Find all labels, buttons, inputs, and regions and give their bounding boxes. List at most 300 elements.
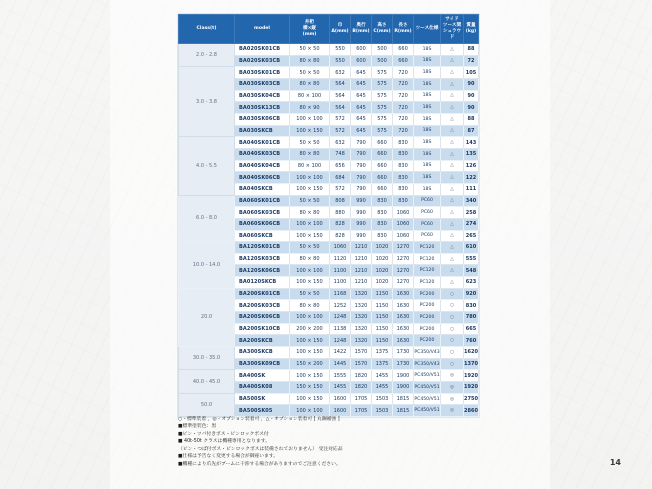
- height-cell-c: 575: [372, 113, 393, 125]
- weight-cell: 2750: [464, 393, 479, 405]
- tooth-cell: 18S: [414, 113, 441, 125]
- tooth-cell: 18S: [414, 160, 441, 172]
- depth-cell-b: 645: [351, 125, 372, 137]
- depth-cell-b: 600: [351, 55, 372, 67]
- tooth-cell: PC450/V51: [414, 405, 441, 417]
- height-cell-c: 1375: [372, 358, 393, 370]
- model-cell: BA040SKCB: [235, 183, 290, 195]
- length-cell-r: 720: [393, 90, 414, 102]
- tooth-cell: PC120: [414, 242, 441, 254]
- shroud-cell: ◎: [441, 393, 464, 405]
- weight-cell: 90: [464, 102, 479, 114]
- grid-cell: 80 × 80: [290, 78, 330, 90]
- grid-cell: 80 × 80: [290, 253, 330, 265]
- depth-cell-b: 1320: [351, 312, 372, 324]
- height-cell-c: 830: [372, 218, 393, 230]
- width-cell-a: 684: [330, 172, 351, 184]
- table-row: [179, 242, 479, 254]
- height-cell-c: 1150: [372, 288, 393, 300]
- length-cell-r: 830: [393, 148, 414, 160]
- table-row: [179, 347, 479, 359]
- footnote: ■ピン・ツバ付きボス・ピンロックボス付: [178, 431, 269, 437]
- model-cell: BA500SK05: [235, 405, 290, 417]
- length-cell-r: 830: [393, 195, 414, 207]
- footnote: ■ 40t-50t クラスは機種専用となります。: [178, 439, 270, 445]
- tooth-cell: PC450/V51: [414, 393, 441, 405]
- width-cell-a: 632: [330, 137, 351, 149]
- model-cell: BA060SK01CB: [235, 195, 290, 207]
- shroud-cell: ○: [441, 300, 464, 312]
- height-cell-c: 830: [372, 230, 393, 242]
- weight-cell: 122: [464, 172, 479, 184]
- length-cell-r: 830: [393, 137, 414, 149]
- weight-cell: 143: [464, 137, 479, 149]
- height-cell-c: 830: [372, 195, 393, 207]
- grid-cell: 50 × 50: [290, 67, 330, 79]
- weight-cell: 135: [464, 148, 479, 160]
- grid-cell: 100 × 100: [290, 172, 330, 184]
- depth-cell-b: 990: [351, 230, 372, 242]
- weight-cell: 2860: [464, 405, 479, 417]
- height-cell-c: 575: [372, 102, 393, 114]
- weight-cell: 87: [464, 125, 479, 137]
- legend-note: ○ - 標準装着 ，◎ - オプション装着可 ，△ - オプション装着可 [ 丸鋼補強 ]: [178, 417, 340, 422]
- width-cell-a: 550: [330, 44, 351, 56]
- class-range-cell: 50.0: [179, 393, 235, 416]
- col-header-width-a: 巾 A(mm): [330, 15, 351, 44]
- col-header-class: Class(t): [179, 15, 235, 44]
- weight-cell: 548: [464, 265, 479, 277]
- height-cell-c: 1503: [372, 405, 393, 417]
- grid-cell: 80 × 80: [290, 300, 330, 312]
- depth-cell-b: 1320: [351, 300, 372, 312]
- length-cell-r: 720: [393, 113, 414, 125]
- weight-cell: 1920: [464, 370, 479, 382]
- tooth-cell: PC200: [414, 312, 441, 324]
- model-cell: BA040SK03CB: [235, 148, 290, 160]
- width-cell-a: 748: [330, 148, 351, 160]
- grid-cell: 100 × 150: [290, 183, 330, 195]
- depth-cell-b: 1320: [351, 323, 372, 335]
- length-cell-r: 1730: [393, 358, 414, 370]
- tooth-cell: PC350/V43: [414, 347, 441, 359]
- tooth-cell: PC120: [414, 253, 441, 265]
- grid-cell: 100 × 100: [290, 265, 330, 277]
- height-cell-c: 1503: [372, 393, 393, 405]
- grid-cell: 50 × 50: [290, 242, 330, 254]
- shroud-cell: △: [441, 67, 464, 79]
- model-cell: BA120SK03CB: [235, 253, 290, 265]
- weight-cell: 126: [464, 160, 479, 172]
- shroud-cell: ◎: [441, 382, 464, 394]
- table-row: [179, 195, 479, 207]
- shroud-cell: △: [441, 242, 464, 254]
- col-header-depth-b: 奥行 B(mm): [351, 15, 372, 44]
- shroud-cell: ○: [441, 288, 464, 300]
- height-cell-c: 1375: [372, 347, 393, 359]
- col-header-height-c: 高さ C(mm): [372, 15, 393, 44]
- width-cell-a: 1600: [330, 405, 351, 417]
- table-header: [179, 15, 479, 44]
- length-cell-r: 1270: [393, 265, 414, 277]
- shroud-cell: △: [441, 113, 464, 125]
- spec-table: [178, 14, 479, 417]
- page-number: 14: [609, 458, 621, 467]
- shroud-cell: ○: [441, 358, 464, 370]
- shroud-cell: △: [441, 230, 464, 242]
- height-cell-c: 575: [372, 78, 393, 90]
- width-cell-a: 564: [330, 78, 351, 90]
- tooth-cell: PC120: [414, 265, 441, 277]
- shroud-cell: △: [441, 55, 464, 67]
- grid-cell: 80 × 80: [290, 55, 330, 67]
- width-cell-a: 828: [330, 230, 351, 242]
- height-cell-c: 1150: [372, 312, 393, 324]
- table-body: [179, 44, 479, 417]
- width-cell-a: 1252: [330, 300, 351, 312]
- col-header-side-shroud: サイド ツース間 シュラウド: [441, 15, 464, 44]
- tooth-cell: PC450/V51: [414, 370, 441, 382]
- depth-cell-b: 1210: [351, 253, 372, 265]
- tooth-cell: 18S: [414, 102, 441, 114]
- grid-cell: 200 × 200: [290, 323, 330, 335]
- height-cell-c: 575: [372, 67, 393, 79]
- tooth-cell: 18S: [414, 55, 441, 67]
- weight-cell: 623: [464, 277, 479, 289]
- grid-cell: 80 × 80: [290, 148, 330, 160]
- footnote: ■標準塗装色：黒: [178, 424, 217, 430]
- grid-cell: 100 × 150: [290, 370, 330, 382]
- table-row: [179, 393, 479, 405]
- col-header-model: model: [235, 15, 290, 44]
- grid-cell: 100 × 150: [290, 347, 330, 359]
- length-cell-r: 830: [393, 172, 414, 184]
- tooth-cell: PC60: [414, 207, 441, 219]
- width-cell-a: 572: [330, 183, 351, 195]
- width-cell-a: 1445: [330, 358, 351, 370]
- table-row: [179, 44, 479, 56]
- weight-cell: 258: [464, 207, 479, 219]
- model-cell: BA500SK: [235, 393, 290, 405]
- table-row: [179, 67, 479, 79]
- depth-cell-b: 645: [351, 102, 372, 114]
- shroud-cell: ◎: [441, 405, 464, 417]
- tooth-cell: 18S: [414, 44, 441, 56]
- model-cell: BA400SK08: [235, 382, 290, 394]
- tooth-cell: PC60: [414, 230, 441, 242]
- table-row: [179, 288, 479, 300]
- width-cell-a: 880: [330, 207, 351, 219]
- shroud-cell: △: [441, 207, 464, 219]
- model-cell: BA0120SKCB: [235, 277, 290, 289]
- model-cell: BA120SK01CB: [235, 242, 290, 254]
- width-cell-a: 572: [330, 113, 351, 125]
- tooth-cell: PC200: [414, 288, 441, 300]
- length-cell-r: 1630: [393, 300, 414, 312]
- depth-cell-b: 1820: [351, 370, 372, 382]
- col-header-length-r: 長さ R(mm): [393, 15, 414, 44]
- width-cell-a: 572: [330, 125, 351, 137]
- depth-cell-b: 790: [351, 148, 372, 160]
- height-cell-c: 1455: [372, 382, 393, 394]
- model-cell: BA030SK13CB: [235, 102, 290, 114]
- col-header-weight: 質量 (kg): [464, 15, 479, 44]
- length-cell-r: 1630: [393, 288, 414, 300]
- depth-cell-b: 990: [351, 218, 372, 230]
- length-cell-r: 720: [393, 102, 414, 114]
- depth-cell-b: 990: [351, 207, 372, 219]
- weight-cell: 780: [464, 312, 479, 324]
- weight-cell: 830: [464, 300, 479, 312]
- tooth-cell: 18S: [414, 172, 441, 184]
- width-cell-a: 1248: [330, 335, 351, 347]
- weight-cell: 610: [464, 242, 479, 254]
- length-cell-r: 1060: [393, 230, 414, 242]
- model-cell: BA200SK03CB: [235, 300, 290, 312]
- grid-cell: 100 × 100: [290, 405, 330, 417]
- table-row: [179, 370, 479, 382]
- width-cell-a: 1555: [330, 370, 351, 382]
- length-cell-r: 1060: [393, 218, 414, 230]
- height-cell-c: 1150: [372, 300, 393, 312]
- depth-cell-b: 1320: [351, 335, 372, 347]
- model-cell: BA200SK01CB: [235, 288, 290, 300]
- weight-cell: 1920: [464, 382, 479, 394]
- depth-cell-b: 1820: [351, 382, 372, 394]
- model-cell: BA040SK06CB: [235, 172, 290, 184]
- weight-cell: 274: [464, 218, 479, 230]
- model-cell: BA040SK01CB: [235, 137, 290, 149]
- shroud-cell: △: [441, 183, 464, 195]
- length-cell-r: 830: [393, 183, 414, 195]
- weight-cell: 265: [464, 230, 479, 242]
- width-cell-a: 632: [330, 67, 351, 79]
- footnotes: [178, 416, 488, 468]
- depth-cell-b: 1570: [351, 358, 372, 370]
- width-cell-a: 1138: [330, 323, 351, 335]
- model-cell: BA060SKCB: [235, 230, 290, 242]
- model-cell: BA030SKCB: [235, 125, 290, 137]
- width-cell-a: 564: [330, 102, 351, 114]
- shroud-cell: △: [441, 137, 464, 149]
- footnote: ■機種により爪先がブームに干渉する場合がありますのでご注意ください。: [178, 461, 341, 467]
- tooth-cell: PC450/V51: [414, 382, 441, 394]
- footnote: （ピン・つば付ボス・ピンロックボスは装備されておりません） 受注対応品: [178, 446, 343, 452]
- height-cell-c: 660: [372, 183, 393, 195]
- class-range-cell: 10.0 - 14.0: [179, 242, 235, 289]
- length-cell-r: 720: [393, 78, 414, 90]
- length-cell-r: 720: [393, 67, 414, 79]
- grid-cell: 100 × 150: [290, 393, 330, 405]
- depth-cell-b: 790: [351, 183, 372, 195]
- width-cell-a: 1455: [330, 382, 351, 394]
- weight-cell: 88: [464, 44, 479, 56]
- depth-cell-b: 1320: [351, 288, 372, 300]
- shroud-cell: △: [441, 195, 464, 207]
- col-header-grid: 井桁 横×縦 (mm): [290, 15, 330, 44]
- width-cell-a: 1120: [330, 253, 351, 265]
- height-cell-c: 1020: [372, 253, 393, 265]
- height-cell-c: 575: [372, 90, 393, 102]
- shroud-cell: ◎: [441, 370, 464, 382]
- class-range-cell: 2.0 - 2.8: [179, 44, 235, 67]
- shroud-cell: △: [441, 172, 464, 184]
- grid-cell: 100 × 150: [290, 230, 330, 242]
- height-cell-c: 660: [372, 148, 393, 160]
- model-cell: BA020SK01CB: [235, 44, 290, 56]
- height-cell-c: 1020: [372, 277, 393, 289]
- weight-cell: 340: [464, 195, 479, 207]
- model-cell: BA400SK: [235, 370, 290, 382]
- model-cell: BA020SK03CB: [235, 55, 290, 67]
- shroud-cell: △: [441, 160, 464, 172]
- grid-cell: 150 × 200: [290, 358, 330, 370]
- weight-cell: 920: [464, 288, 479, 300]
- shroud-cell: △: [441, 125, 464, 137]
- shroud-cell: △: [441, 253, 464, 265]
- height-cell-c: 1150: [372, 323, 393, 335]
- shroud-cell: △: [441, 78, 464, 90]
- grid-cell: 100 × 100: [290, 312, 330, 324]
- width-cell-a: 1060: [330, 242, 351, 254]
- height-cell-c: 660: [372, 137, 393, 149]
- grid-cell: 100 × 100: [290, 113, 330, 125]
- depth-cell-b: 1210: [351, 265, 372, 277]
- shroud-cell: △: [441, 90, 464, 102]
- length-cell-r: 1630: [393, 323, 414, 335]
- shroud-cell: △: [441, 148, 464, 160]
- grid-cell: 50 × 50: [290, 137, 330, 149]
- grid-cell: 100 × 150: [290, 277, 330, 289]
- width-cell-a: 1248: [330, 312, 351, 324]
- grid-cell: 80 × 100: [290, 160, 330, 172]
- length-cell-r: 1270: [393, 253, 414, 265]
- length-cell-r: 660: [393, 44, 414, 56]
- grid-cell: 80 × 90: [290, 102, 330, 114]
- depth-cell-b: 1570: [351, 347, 372, 359]
- grid-cell: 80 × 80: [290, 207, 330, 219]
- length-cell-r: 1630: [393, 312, 414, 324]
- tooth-cell: PC120: [414, 277, 441, 289]
- shroud-cell: △: [441, 265, 464, 277]
- weight-cell: 90: [464, 90, 479, 102]
- height-cell-c: 660: [372, 160, 393, 172]
- height-cell-c: 500: [372, 55, 393, 67]
- length-cell-r: 1900: [393, 382, 414, 394]
- shroud-cell: △: [441, 102, 464, 114]
- shroud-cell: △: [441, 44, 464, 56]
- length-cell-r: 1270: [393, 277, 414, 289]
- weight-cell: 1620: [464, 347, 479, 359]
- shroud-cell: ○: [441, 335, 464, 347]
- tooth-cell: 18S: [414, 125, 441, 137]
- width-cell-a: 1100: [330, 265, 351, 277]
- height-cell-c: 500: [372, 44, 393, 56]
- model-cell: BA200SK10CB: [235, 323, 290, 335]
- weight-cell: 555: [464, 253, 479, 265]
- grid-cell: 100 × 150: [290, 125, 330, 137]
- tooth-cell: 18S: [414, 137, 441, 149]
- length-cell-r: 1815: [393, 405, 414, 417]
- class-range-cell: 20.0: [179, 288, 235, 346]
- depth-cell-b: 790: [351, 172, 372, 184]
- length-cell-r: 830: [393, 160, 414, 172]
- table-row: [179, 137, 479, 149]
- height-cell-c: 1455: [372, 370, 393, 382]
- model-cell: BA030SK01CB: [235, 67, 290, 79]
- model-cell: BA200SK06CB: [235, 312, 290, 324]
- model-cell: BA060SK03CB: [235, 207, 290, 219]
- model-cell: BA060SK06CB: [235, 218, 290, 230]
- length-cell-r: 1270: [393, 242, 414, 254]
- weight-cell: 105: [464, 67, 479, 79]
- shroud-cell: △: [441, 218, 464, 230]
- tooth-cell: PC200: [414, 323, 441, 335]
- shroud-cell: △: [441, 277, 464, 289]
- depth-cell-b: 1210: [351, 242, 372, 254]
- tooth-cell: 18S: [414, 148, 441, 160]
- grid-cell: 80 × 100: [290, 90, 330, 102]
- tooth-cell: PC200: [414, 335, 441, 347]
- depth-cell-b: 645: [351, 113, 372, 125]
- length-cell-r: 1630: [393, 335, 414, 347]
- weight-cell: 665: [464, 323, 479, 335]
- grid-cell: 50 × 50: [290, 195, 330, 207]
- length-cell-r: 1900: [393, 370, 414, 382]
- depth-cell-b: 645: [351, 78, 372, 90]
- class-range-cell: 3.0 - 3.8: [179, 67, 235, 137]
- length-cell-r: 1730: [393, 347, 414, 359]
- depth-cell-b: 790: [351, 160, 372, 172]
- depth-cell-b: 790: [351, 137, 372, 149]
- grid-cell: 150 × 150: [290, 382, 330, 394]
- model-cell: BA030SK06CB: [235, 113, 290, 125]
- depth-cell-b: 1705: [351, 405, 372, 417]
- tooth-cell: PC60: [414, 218, 441, 230]
- shroud-cell: ○: [441, 347, 464, 359]
- header-row: [179, 15, 479, 44]
- model-cell: BA200SKCB: [235, 335, 290, 347]
- width-cell-a: 808: [330, 195, 351, 207]
- grid-cell: 100 × 100: [290, 218, 330, 230]
- depth-cell-b: 1705: [351, 393, 372, 405]
- tooth-cell: 18S: [414, 67, 441, 79]
- height-cell-c: 660: [372, 172, 393, 184]
- width-cell-a: 1168: [330, 288, 351, 300]
- height-cell-c: 1150: [372, 335, 393, 347]
- model-cell: BA030SK03CB: [235, 78, 290, 90]
- model-cell: BA120SK06CB: [235, 265, 290, 277]
- depth-cell-b: 990: [351, 195, 372, 207]
- depth-cell-b: 645: [351, 90, 372, 102]
- class-range-cell: 4.0 - 5.5: [179, 137, 235, 195]
- class-range-cell: 40.0 - 45.0: [179, 370, 235, 393]
- depth-cell-b: 645: [351, 67, 372, 79]
- width-cell-a: 656: [330, 160, 351, 172]
- length-cell-r: 660: [393, 55, 414, 67]
- model-cell: BA030SK04CB: [235, 90, 290, 102]
- weight-cell: 760: [464, 335, 479, 347]
- weight-cell: 111: [464, 183, 479, 195]
- model-cell: BA300SK09CB: [235, 358, 290, 370]
- model-cell: BA300SKCB: [235, 347, 290, 359]
- weight-cell: 88: [464, 113, 479, 125]
- height-cell-c: 1020: [372, 265, 393, 277]
- model-cell: BA040SK04CB: [235, 160, 290, 172]
- footnote: ■仕様は予告なく変更する場合が御座います。: [178, 454, 279, 460]
- shroud-cell: ○: [441, 312, 464, 324]
- length-cell-r: 1060: [393, 207, 414, 219]
